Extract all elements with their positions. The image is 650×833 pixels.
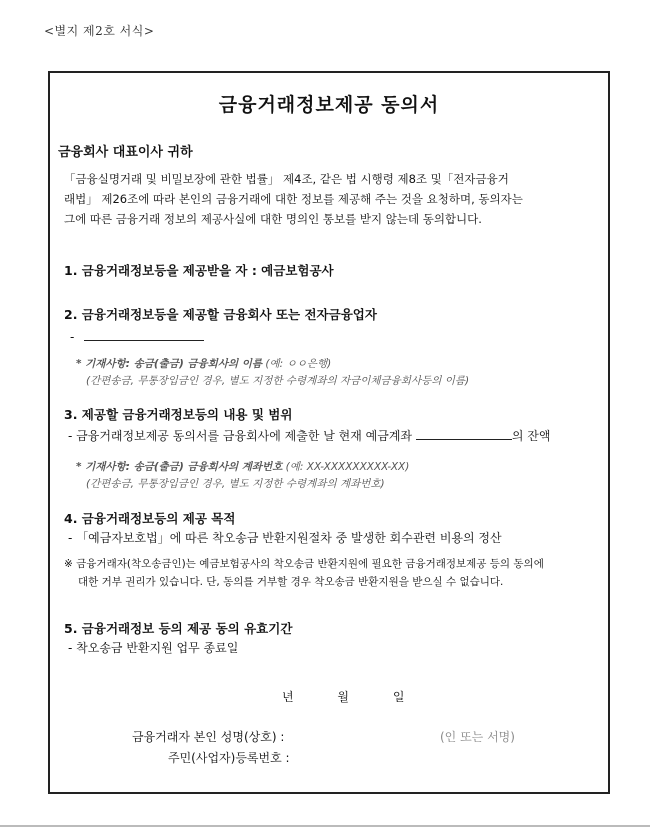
section-3-note-line2: (간편송금, 무통장입금인 경우, 별도 지정한 수령계좌의 계좌번호) bbox=[86, 478, 385, 490]
addressee: 금융회사 대표이사 귀하 bbox=[58, 145, 193, 160]
section-4-line: - 「예금자보호법」에 따른 착오송금 반환지원절차 중 발생한 회수관련 비용의 정산 bbox=[68, 531, 502, 545]
section-5-heading: 5. 금융거래정보 등의 제공 동의 유효기간 bbox=[64, 621, 293, 636]
dash: - bbox=[70, 330, 75, 344]
note-label: * 기재사항: 송금(출금) 금융회사의 계좌번호 bbox=[76, 461, 283, 473]
registration-number-label: 주민(사업자)등록번호 : bbox=[168, 751, 290, 765]
financial-institution-blank[interactable] bbox=[84, 327, 204, 341]
section-2-note-line2: (간편송금, 무통장입금인 경우, 별도 지정한 수령계좌의 자금이체금융회사등의 이름) bbox=[86, 375, 470, 387]
account-number-blank[interactable] bbox=[416, 427, 512, 440]
intro-paragraph bbox=[64, 169, 604, 229]
section-3-note bbox=[76, 459, 409, 474]
section-3-heading: 3. 제공할 금융거래정보등의 내용 및 범위 bbox=[64, 407, 293, 422]
section-3-text: - 금융거래정보제공 동의서를 금융회사에 제출한 날 현재 예금계좌 bbox=[68, 429, 416, 443]
section-5-line: - 착오송금 반환지원 업무 종료일 bbox=[68, 641, 239, 655]
signature-hint: (인 또는 서명) bbox=[440, 730, 515, 744]
page-bottom-divider bbox=[0, 825, 650, 827]
signature-name-label: 금융거래자 본인 성명(상호) : bbox=[132, 730, 285, 744]
section-2-line bbox=[70, 327, 204, 344]
intro-line: 래법」 제26조에 따라 본인의 금융거래에 대한 정보를 제공해 주는 것을 요청하며, 동의자는 bbox=[64, 192, 523, 206]
consent-form-frame bbox=[48, 71, 610, 794]
remark-line: ※ 금융거래자(착오송금인)는 예금보험공사의 착오송금 반환지원에 필요한 금융거래정보제공 등의 동의에 bbox=[64, 558, 544, 570]
remark-line: 대한 거부 권리가 있습니다. 단, 동의를 거부할 경우 착오송금 반환지원을 받으실 수 없습니다. bbox=[78, 576, 504, 588]
section-4-heading: 4. 금융거래정보등의 제공 목적 bbox=[64, 511, 236, 526]
intro-line: 「금융실명거래 및 비밀보장에 관한 법률」 제4조, 같은 법 시행령 제8조 및「전자금융거 bbox=[64, 172, 509, 186]
note-example: (예: ㅇㅇ은행) bbox=[262, 358, 332, 370]
section-3-line bbox=[68, 427, 550, 444]
form-number: <별지 제2호 서식> bbox=[44, 24, 155, 38]
date-year: 년 bbox=[282, 690, 294, 704]
section-3-suffix: 의 잔액 bbox=[511, 429, 551, 443]
section-2-note bbox=[76, 356, 331, 371]
section-1-heading: 1. 금융거래정보등을 제공받을 자 : 예금보험공사 bbox=[64, 263, 334, 278]
section-2-heading: 2. 금융거래정보등을 제공할 금융회사 또는 전자금융업자 bbox=[64, 307, 377, 322]
date-row bbox=[282, 688, 444, 705]
date-day: 일 bbox=[392, 690, 405, 704]
note-label: * 기재사항: 송금(출금) 금융회사의 이름 bbox=[76, 358, 263, 370]
page-title: 금융거래정보제공 동의서 bbox=[218, 94, 440, 116]
date-month: 월 bbox=[337, 690, 350, 704]
section-4-remark bbox=[64, 555, 604, 591]
intro-line: 그에 따른 금융거래 정보의 제공사실에 대한 명의인 통보를 받지 않는데 동의합니다. bbox=[64, 212, 482, 226]
note-example: (예: XX-XXXXXXXXX-XX) bbox=[282, 461, 410, 473]
